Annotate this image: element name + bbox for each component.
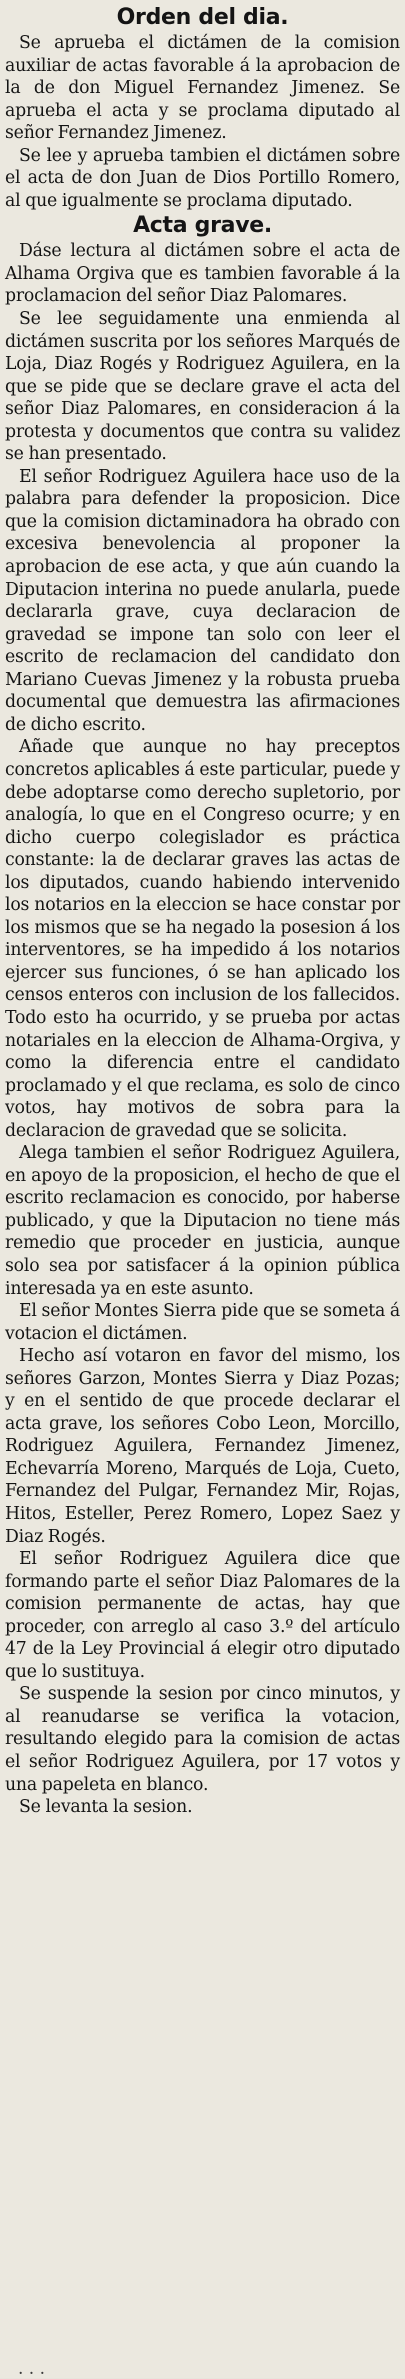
- paragraph-sustitucion: El señor Rodriguez Aguilera dice que formando parte el señor Diaz Palomares de la comision permanente de actas, hay que proceder, con arreglo al caso 3.º del artículo 47 de la Ley Provincial á elegir otro diputado que lo sustituya.: [5, 1549, 400, 1682]
- paragraph-alega-reclamacion: Alega tambien el señor Rodriguez Aguilera, en apoyo de la proposicion, el hecho de que el escrito reclamacion es conocido, por haberse publicado, y que la Diputacion no tiene más remedio que proceder en justicia, aunque solo sea por satisfacer á la opinion pública interesada ya en este asunto.: [5, 1143, 400, 1299]
- paragraph-suspension-sesion: Se suspende la sesion por cinco minutos, y al reanudarse se verifica la votacion, resultando elegido para la comision de actas el señor Rodriguez Aguilera, por 17 votos y una papeleta en blanco.: [5, 1684, 400, 1795]
- section-heading-orden-del-dia: Orden del dia.: [116, 5, 289, 30]
- paragraph-enmienda: Se lee seguidamente una enmienda al dictámen suscrita por los señores Marqués de Loja, Diaz Rogés y Rodriguez Aguilera, en la que se pide que se declare grave el acta del señor Diaz Palomares, en consideracion á la protesta y documentos que contra su validez se han presentado.: [5, 309, 400, 465]
- paragraph-rodriguez-aguilera-defensa: El señor Rodriguez Aguilera hace uso de la palabra para defender la proposicion. Dice que la comision dictaminadora ha obrado con excesiva benevolencia al proponer la aprobacion de ese acta, y que aún cuando la Diputacion interina no puede anularla, puede declararla grave, cuya declaracion de gravedad se impone tan solo con leer el escrito de reclamacion del candidato don Mariano Cuevas Jimenez y la robusta prueba documental que demuestra las afirmaciones de dicho escrito.: [5, 466, 400, 735]
- paragraph-lectura-dictamen: Dáse lectura al dictámen sobre el acta de Alhama Orgiva que es tambien favorable á la proclamacion del señor Diaz Palomares.: [5, 241, 400, 307]
- paragraph-preceptos-congreso: Añade que aunque no hay preceptos concretos aplicables á este particular, puede y debe adoptarse como derecho supletorio, por analogía, lo que en el Congreso ocurre; y en dicho cuerpo colegislador es práctica constante: la de declarar graves las actas de los diputados, cuando habiendo intervenido los notarios en la eleccion se hace constar por los mismos que se ha negado la posesion á los interventores, se ha impedido á los notarios ejercer sus funciones, ó se han aplicado los censos enteros con inclusion de los fallecidos. Todo esto ha ocurrido, y se prueba por actas notariales en la eleccion de Alhama-Orgiva, y como la diferencia entre el candidato proclamado y el que reclama, es solo de cinco votos, hay motivos de sobra para la declaracion de gravedad que se solicita.: [5, 737, 400, 1141]
- section-heading-acta-grave: Acta grave.: [133, 213, 272, 239]
- paragraph-votacion: Hecho así votaron en favor del mismo, los señores Garzon, Montes Sierra y Diaz Pozas; y en el sentido de que procede declarar el acta grave, los señores Cobo Leon, Morcillo, Rodriguez Aguilera, Fernandez Jimenez, Echevarría Moreno, Marqués de Loja, Cueto, Fernandez del Pulgar, Fernandez Mir, Rojas, Hitos, Esteller, Perez Romero, Lopez Saez y Diaz Rogés.: [5, 1346, 400, 1547]
- paragraph-levanta-sesion: Se levanta la sesion.: [19, 1797, 193, 1818]
- cut-off-line-fragment: . . .: [18, 2359, 46, 2379]
- paragraph-montes-sierra: El señor Montes Sierra pide que se someta á votacion el dictámen.: [5, 1301, 400, 1344]
- paragraph-aprobacion-portillo: Se lee y aprueba tambien el dictámen sobre el acta de don Juan de Dios Portillo Romero, al que igualmente se proclama diputado.: [5, 145, 400, 211]
- paragraph-aprobacion-fernandez: Se aprueba el dictámen de la comision auxiliar de actas favorable á la aprobacion de la de don Miguel Fernandez Jimenez. Se aprueba el acta y se proclama diputado al señor Fernandez Jimenez.: [5, 33, 400, 144]
